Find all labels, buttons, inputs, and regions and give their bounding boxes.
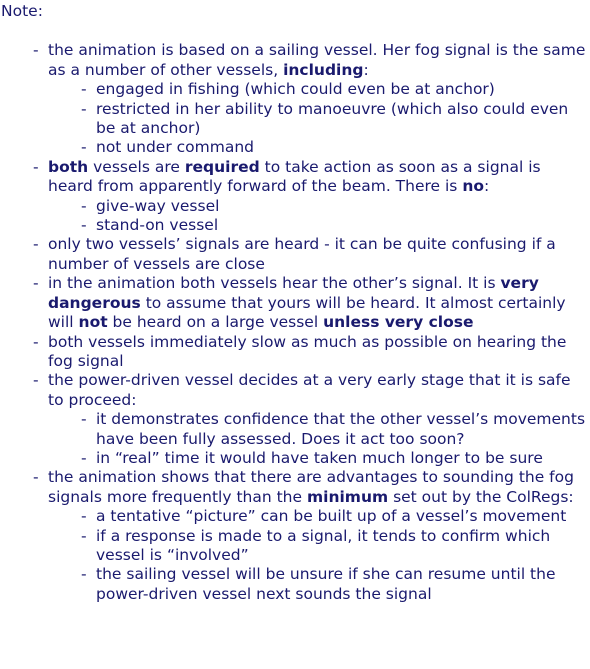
note-item-text [48,41,585,78]
note-subitem: - engaged in fishing (which could even be at anchor) [48,80,586,99]
emphasis-text: including [283,60,364,79]
note-subitem: - stand-on vessel [48,216,586,235]
note-subitem: - a tentative “picture” can be built up of a vessel’s movement [48,507,586,526]
emphasis-text: very dangerous [48,274,539,312]
text-segment: the animation shows that there are advantages to sounding the fog signals more frequently than the [48,468,574,506]
note-item-text [48,468,574,505]
emphasis-text: both [48,157,89,176]
note-item [1,158,590,236]
note-subitem: - it demonstrates confidence that the other vessel’s movements have been fully assessed. Does it act too soon? [48,410,586,449]
emphasis-text: not [78,313,108,332]
text-segment: in the animation both vessels hear the other’s signal. It is [48,274,501,293]
text-segment: vessels are [88,157,185,176]
note-item-text [48,158,541,195]
emphasis-text: no [462,177,485,196]
text-segment: only two vessels’ signals are heard - it can be quite confusing if a number of vessels are close [48,235,556,273]
note-subitem: - give-way vessel [48,197,586,216]
note-item-text [48,371,571,408]
note-item [1,371,590,468]
emphasis-text: minimum [306,487,389,506]
note-item [1,468,590,604]
emphasis-text: required [184,157,260,176]
text-segment: both vessels immediately slow as much as possible on hearing the fog signal [48,332,567,370]
note-sublist [48,80,586,158]
note-item [1,274,590,332]
text-segment: set out by the ColRegs: [388,487,574,506]
note-list [1,41,590,604]
text-segment: : [363,60,369,79]
note-subitem: - in “real” time it would have taken much longer to be sure [48,449,586,468]
note-sublist [48,410,586,468]
note-subitem: - if a response is made to a signal, it tends to confirm which vessel is “involved” [48,527,586,566]
note-sublist [48,197,586,236]
text-segment: : [484,177,490,196]
note-subitem: - restricted in her ability to manoeuvre (which also could even be at anchor) [48,100,586,139]
note-item [1,235,590,274]
note-title: Note: [1,2,43,20]
text-segment: to assume that yours will be heard. It almost certainly will [48,293,566,332]
text-segment: be heard on a large vessel [107,313,324,332]
note-item [1,333,590,372]
text-segment: the power-driven vessel decides at a very early stage that it is safe to proceed: [48,371,571,409]
text-segment: to take action as soon as a signal is heard from apparently forward of the beam. There is [48,157,541,196]
text-segment: the animation is based on a sailing vessel. Her fog signal is the same as a number of other vessels, [48,41,586,79]
note-item [1,41,590,157]
note-subitem: - the sailing vessel will be unsure if she can resume until the power-driven vessel next sounds the signal [48,565,586,604]
note-item-text [48,274,566,331]
note-subitem: - not under command [48,138,586,157]
emphasis-text: unless very close [323,313,474,332]
note-item-text [48,333,566,370]
note-sublist [48,507,586,604]
note-item-text [48,235,556,272]
